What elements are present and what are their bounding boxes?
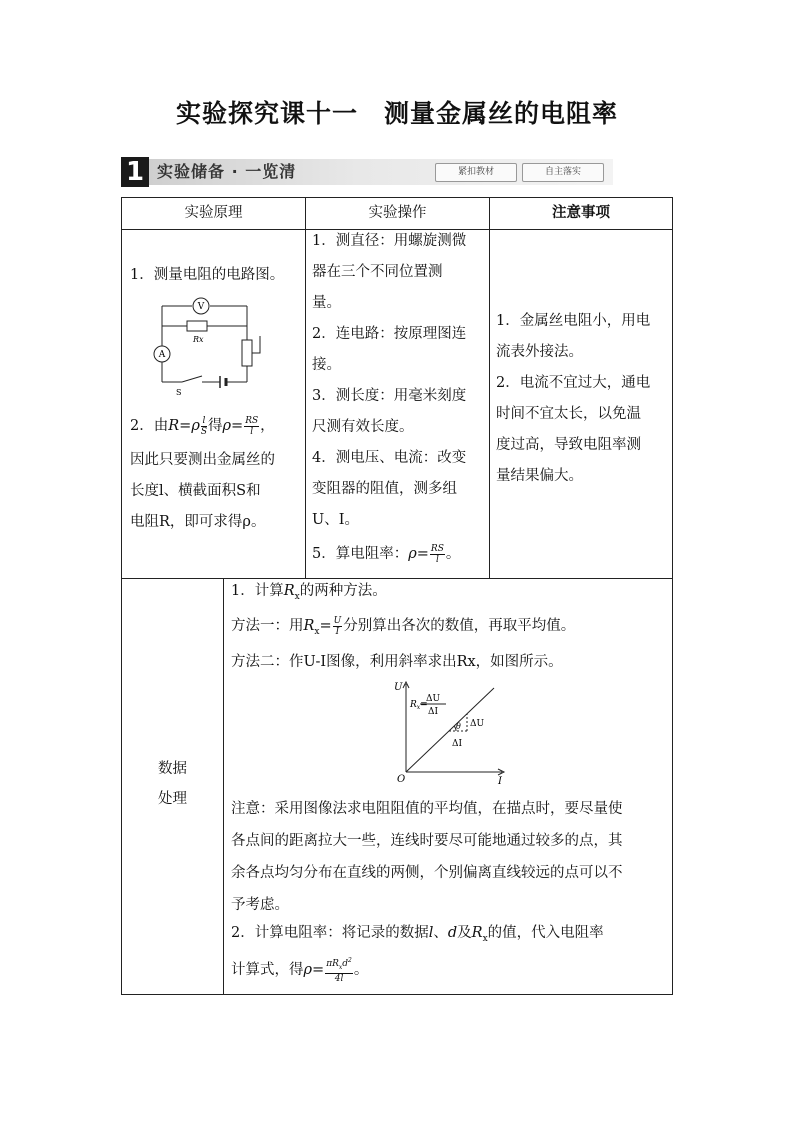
- dp-line3: 计算式，得ρ= $\frac{\pi R_xd^2}{4l}$ 。: [231, 957, 369, 984]
- textbook-button[interactable]: 紧扣教材: [435, 163, 517, 182]
- header-operation: 实验操作: [368, 205, 427, 221]
- dp-line2: 2．计算电阻率：将记录的数据l、d及$R_x$的值，代入电阻率: [231, 925, 604, 944]
- self-study-button[interactable]: 自主落实: [522, 163, 604, 182]
- principle-item2: 2．由R=ρ $\frac{l}{S}$ 得ρ= $\frac{RS}{l}$ ，: [130, 415, 275, 437]
- notes-list: 1．金属丝电阻小，用电 流表外接法。 2．电流不宜过大，通电 时间不宜太长，以免温 度过高，导致电阻率测 量结果偏大。: [496, 313, 651, 484]
- column-divider: [223, 578, 224, 995]
- operation-step5: 5．算电阻率：ρ= $\frac{RS}{l}$ 。: [312, 543, 461, 565]
- column-divider: [305, 198, 306, 578]
- graph-origin: O: [397, 774, 406, 785]
- resistor-rx: [187, 321, 207, 331]
- principle-line2: 因此只要测出金属丝的: [130, 452, 275, 468]
- ammeter-label: A: [158, 350, 166, 360]
- header-principle: 实验原理: [184, 205, 243, 221]
- dp-note: 注意：采用图像法求电阻阻值的平均值，在描点时，要尽量使 各点间的距离拉大一些，连线时要尽可能地通过较多的点，其 余各点均匀分布在直线的两侧，个别偏离直线较远的点可以不 予考虑。: [231, 801, 623, 913]
- graph-y-label: U: [394, 682, 403, 693]
- resistor-label: Rx: [193, 335, 204, 344]
- data-processing-label: 数据 处理: [158, 761, 187, 807]
- switch-label: S: [176, 388, 182, 397]
- dp-method2: 方法二：作U-I图像，利用斜率求出Rx，如图所示。: [231, 654, 563, 670]
- voltmeter-label: V: [197, 302, 205, 312]
- graph-theta-label: θ: [456, 722, 461, 731]
- section-banner: [121, 157, 613, 187]
- operation-steps: 1．测直径：用螺旋测微 器在三个不同位置测 量。 2．连电路：按原理图连 接。 3．测长度：用毫米刻度 尺测有效长度。 4．测电压、电流：改变 变阻器的阻值，测多组 U、I。 5．算电阻率：ρ= $\frac{RS}{l}$ 。: [312, 226, 466, 570]
- graph-di-label: ΔI: [452, 739, 463, 749]
- principle-line4: 电阻R，即可求得ρ。: [130, 514, 266, 530]
- graph-du-label: ΔU: [470, 719, 485, 729]
- dp-method1: 方法一：用$R_x=$ $\frac{U}{I}$ 分别算出各次的数值，再取平均值。: [231, 615, 576, 637]
- header-notes: 注意事项: [552, 205, 610, 221]
- experiment-table: [121, 197, 673, 995]
- column-divider: [489, 198, 490, 578]
- dp-line1: 1．计算$R_x$的两种方法。: [231, 583, 387, 602]
- section-number: 1: [121, 157, 149, 187]
- circuit-diagram: [152, 296, 272, 397]
- ui-graph: [390, 678, 510, 786]
- graph-di-denominator: ΔI: [427, 707, 439, 717]
- principle-item1: 1．测量电阻的电路图。: [130, 267, 285, 283]
- graph-rx-label: $R_x=$: [410, 700, 428, 711]
- row-divider: [122, 578, 672, 579]
- principle-line3: 长度l、横截面积S和: [130, 483, 261, 499]
- page-title: 实验探究课十一 测量金属丝的电阻率: [175, 99, 618, 128]
- graph-du-numerator: ΔU: [425, 694, 441, 704]
- banner-title: 实验储备 · 一览清: [157, 162, 297, 181]
- graph-x-label: I: [498, 776, 502, 787]
